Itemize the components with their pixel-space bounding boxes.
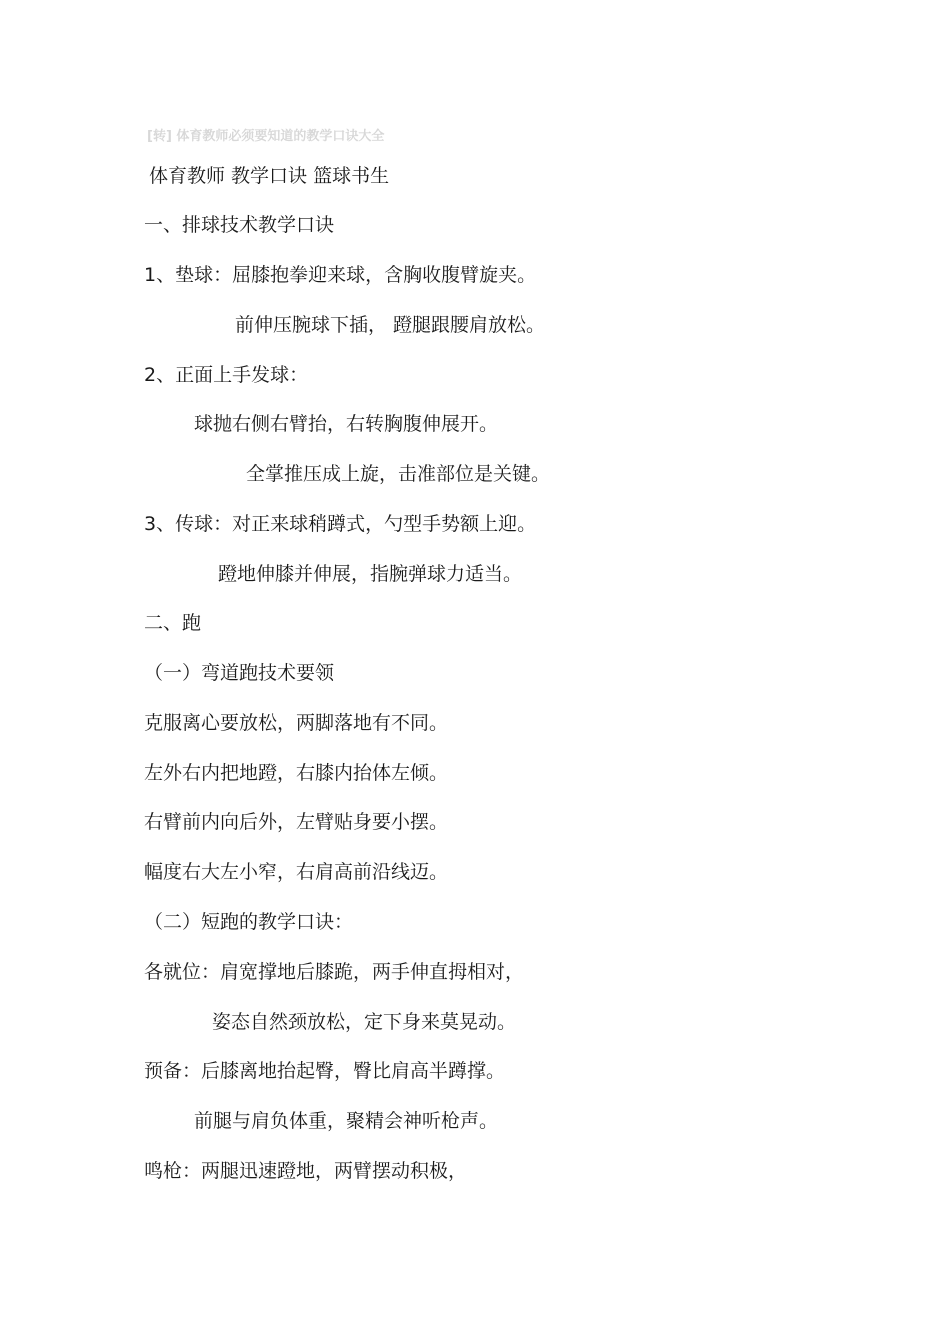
- text-line: 姿态自然颈放松，定下身来莫晃动。: [212, 1011, 517, 1033]
- text-line: 2、正面上手发球：: [144, 364, 309, 386]
- text-line: 球抛右侧右臂抬，右转胸腹伸展开。: [194, 413, 499, 435]
- subsection-heading: （二）短跑的教学口诀：: [144, 911, 354, 933]
- document-subtitle: 体育教师 教学口诀 篮球书生: [149, 165, 390, 187]
- section-heading: 一、排球技术教学口诀: [144, 214, 335, 236]
- text-line: 前伸压腕球下插， 蹬腿跟腰肩放松。: [235, 314, 546, 336]
- page-header: [转] 体育教师必须要知道的教学口诀大全: [147, 129, 385, 144]
- text-line: 左外右内把地蹬，右膝内抬体左倾。: [144, 762, 449, 784]
- subsection-heading: （一）弯道跑技术要领: [144, 662, 335, 684]
- text-line: 蹬地伸膝并伸展，指腕弹球力适当。: [218, 563, 523, 585]
- text-line: 1、垫球：屈膝抱拳迎来球，含胸收腹臂旋夹。: [144, 264, 537, 286]
- text-line: 幅度右大左小窄，右肩高前沿线迈。: [144, 861, 449, 883]
- section-heading: 二、跑: [144, 612, 202, 634]
- text-line: 预备：后膝离地抬起臀，臀比肩高半蹲撑。: [144, 1060, 506, 1082]
- text-line: 前腿与肩负体重，聚精会神听枪声。: [194, 1110, 499, 1132]
- text-line: 克服离心要放松，两脚落地有不同。: [144, 712, 449, 734]
- text-line: 3、传球：对正来球稍蹲式，勺型手势额上迎。: [144, 513, 537, 535]
- text-line: 鸣枪：两腿迅速蹬地，两臂摆动积极，: [144, 1160, 468, 1182]
- text-line: 右臂前内向后外，左臂贴身要小摆。: [144, 811, 449, 833]
- text-line: 全掌推压成上旋，击准部位是关键。: [246, 463, 551, 485]
- text-line: 各就位：肩宽撑地后膝跪，两手伸直拇相对，: [144, 961, 525, 983]
